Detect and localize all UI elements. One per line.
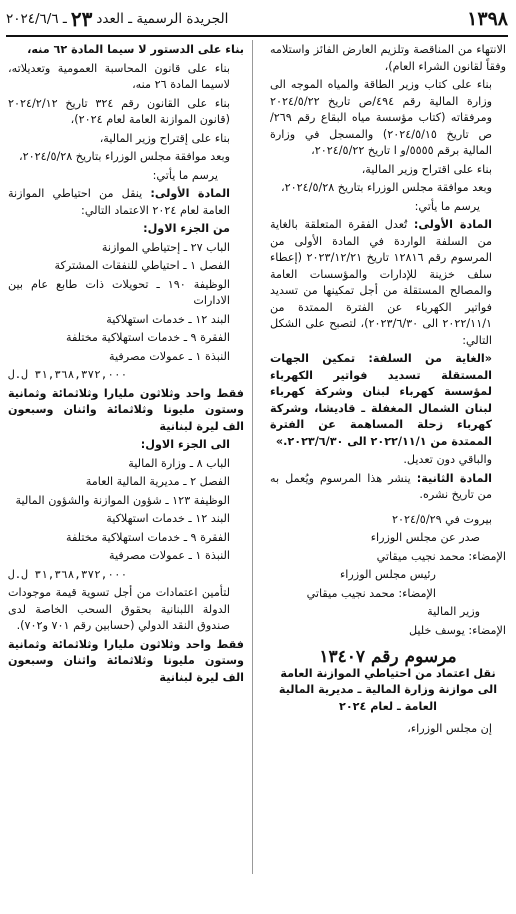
article-text: تُعدل الفقرة المتعلقة بالغاية من السلفة الواردة في المادة الأولى من المرسوم رقم ١٢٨١٦ تاريخ ٢٠٢٣/١٢/٢١ (إعطاء سلف خزينة للإدارات والمؤسسات العامة والمصالح المستقلة من أجل تمكينها من تسديد فواتير الكهرباء عن الفترة الممتدة من ٢٠٢٢/١١/١ الى ٢٠٢٣/٦/٣٠)، لتصبح على الشكل التالي: bbox=[270, 218, 492, 347]
article-label: المادة الأولى: bbox=[150, 187, 230, 200]
budget-line: الفقرة ٩ ـ خدمات استهلاكية مختلفة bbox=[65, 331, 230, 344]
right-column bbox=[270, 42, 506, 740]
page-number: ١٣٩٨ bbox=[467, 8, 508, 30]
column-divider bbox=[252, 40, 253, 874]
quoted-text: «الغاية من السلفة: تمكين الجهات المستقلة تسديد فواتير الكهرباء لمؤسسة كهرباء لبنان وشركة كهرباء لبنان الشمال المغفلة ـ قاديشا، وشركة كهرباء زحلة المساهمة عن الفترة الممتدة من ٢٠٢٢/١١/١ الى ٢٠٢٣/٦/٣٠.» bbox=[270, 352, 492, 448]
paragraph: بناء على اقتراح وزير المالية، bbox=[361, 162, 492, 176]
article-label: المادة الأولى: bbox=[413, 218, 492, 231]
budget-line: الفصل ١ ـ احتياطي للنفقات المشتركة bbox=[54, 259, 230, 272]
left-column bbox=[8, 42, 244, 688]
budget-line: الباب ٢٧ ـ إحتياطي الموازنة bbox=[101, 240, 230, 254]
budget-line: الفصل ٢ ـ مديرية المالية العامة bbox=[85, 475, 230, 488]
budget-line: الباب ٨ ـ وزارة المالية bbox=[128, 456, 230, 470]
signature: الإمضاء: يوسف خليل bbox=[408, 623, 506, 637]
official-title: وزير المالية bbox=[427, 605, 480, 618]
budget-line: النبذة ١ ـ عمولات مصرفية bbox=[109, 549, 230, 562]
header-rule bbox=[6, 35, 508, 37]
paragraph: بناء على القانون رقم ٣٢٤ تاريخ ٢٠٢٤/٢/١٢ (قانون الموازنة العامة لعام ٢٠٢٤)، bbox=[8, 96, 231, 126]
page-header bbox=[6, 6, 508, 32]
amount: ٣١,٣٦٨,٣٧٢,٠٠٠ ل.ل bbox=[8, 368, 128, 381]
budget-line: الفقرة ٩ ـ خدمات استهلاكية مختلفة bbox=[65, 530, 230, 544]
place-date: بيروت في ٢٠٢٤/٥/٢٩ bbox=[392, 512, 492, 526]
article-label: المادة الثانية: bbox=[416, 471, 493, 485]
paragraph: إن مجلس الوزراء، bbox=[407, 722, 492, 735]
gazette-name: الجريدة الرسمية ـ العدد bbox=[96, 11, 229, 27]
purpose-text: لتأمين اعتمادات من أجل تسوية قيمة موجودات الدولة اللبنانية بحقوق السحب الخاصة لدى صندوق النقد الدولي (حسابين رقم ٧٠١ و٧٠٢). bbox=[8, 586, 230, 632]
decree-formula: يرسم ما يأتي: bbox=[414, 199, 480, 213]
paragraph: بناء على قانون المحاسبة العمومية وتعديلاته، لاسيما المادة ٢٦ منه، bbox=[8, 61, 230, 91]
budget-line: النبذة ١ ـ عمولات مصرفية bbox=[109, 349, 230, 363]
paragraph: بناء على إقتراح وزير المالية، bbox=[99, 131, 230, 145]
paragraph: الانتهاء من المناقصة وتلزيم العارض الفائز واستلامه وفقاً لقانون الشراء العام)، bbox=[270, 43, 506, 73]
signature: الإمضاء: محمد نجيب ميقاتي bbox=[306, 586, 436, 600]
paragraph: بناء على كتاب وزير الطاقة والمياه الموجه الى وزارة المالية رقم ٤٩٤/ص تاريخ ٢٠٢٤/٥/٢٢ ومرفقاته (كتاب مؤسسة مياه البقاع رقم ٢٦٩/ص تاريخ ٢٠٢٤/٥/١٥) والمسجل في وزارة المالية برقم ٥٥٥٥/و ا تاريخ ٢٠٢٤/٥/٢٢، bbox=[270, 78, 493, 157]
article-text: ينشر هذا المرسوم ويُعمل به من تاريخ نشره. bbox=[270, 471, 492, 501]
section-heading-from: من الجزء الاول: bbox=[143, 222, 230, 235]
decree-title: نقل اعتماد من احتياطي الموازنة العامة الى موازنة وزارة المالية ـ مديرية المالية العامة ـ لعام ٢٠٢٤ bbox=[278, 666, 498, 713]
budget-line: الوظيفة ١٢٣ ـ شؤون الموازنة والشؤون المالية bbox=[15, 493, 230, 507]
issued-by: صدر عن مجلس الوزراء bbox=[370, 531, 480, 544]
gazette-title bbox=[6, 7, 228, 31]
paragraph: بناء على الدستور لا سيما المادة ٦٢ منه، bbox=[27, 43, 244, 56]
official-title: رئيس مجلس الوزراء bbox=[340, 568, 436, 581]
article-text: ينقل من احتياطي الموازنة العامة لعام ٢٠٢٤ الاعتماد التالي: bbox=[8, 187, 230, 217]
budget-line: البند ١٢ ـ خدمات استهلاكية bbox=[106, 512, 230, 525]
decree-heading bbox=[270, 649, 506, 715]
signature: الإمضاء: محمد نجيب ميقاتي bbox=[376, 549, 506, 563]
amount: ٣١,٣٦٨,٣٧٢,٠٠٠ ل.ل bbox=[8, 567, 128, 581]
amount-in-words: فقط واحد وثلاثون مليارا وثلاثمائة وثمانية وستون مليونا وثلاثمائة واثنان وسبعون الف ليرة لبنانية bbox=[8, 637, 244, 684]
issue-date: ـ ٢٠٢٤/٦/٦ bbox=[6, 11, 67, 27]
decree-number: مرسوم رقم ١٣٤٠٧ bbox=[319, 647, 457, 667]
budget-line: الوظيفة ١٩٠ ـ تحويلات ذات طابع عام بين الادارات bbox=[8, 277, 230, 307]
article-2 bbox=[270, 471, 506, 504]
paragraph: وبعد موافقة مجلس الوزراء بتاريخ ٢٠٢٤/٥/٢٨، bbox=[281, 181, 492, 194]
article-1 bbox=[270, 217, 506, 349]
budget-line: البند ١٢ ـ خدمات استهلاكية bbox=[106, 312, 230, 326]
paragraph: وبعد موافقة مجلس الوزراء بتاريخ ٢٠٢٤/٥/٢٨، bbox=[19, 150, 230, 163]
paragraph: والباقي دون تعديل. bbox=[403, 453, 492, 466]
article-1 bbox=[8, 186, 244, 219]
decree-formula: يرسم ما يأتي: bbox=[152, 168, 218, 182]
issue-number: ٢٣ bbox=[70, 7, 93, 31]
amount-in-words: فقط واحد وثلاثون مليارا وثلاثمائة وثمانية وستون مليونا وثلاثمائة واثنان وسبعون الف ليرة لبنانية bbox=[8, 386, 244, 433]
section-heading-to: الى الجزء الاول: bbox=[140, 438, 230, 451]
